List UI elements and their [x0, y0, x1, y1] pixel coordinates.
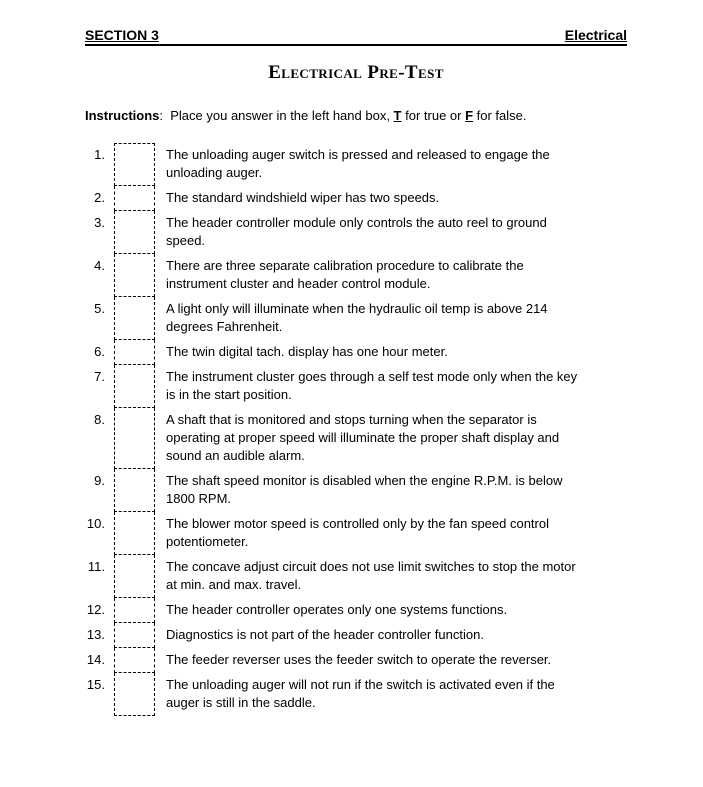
question-row	[85, 211, 627, 254]
question-row	[85, 186, 627, 211]
question-row	[85, 297, 627, 340]
question-list	[85, 143, 627, 716]
question-text-line: sound an audible alarm.	[166, 448, 305, 463]
question-text	[166, 648, 627, 673]
question-text	[166, 297, 627, 340]
question-text-line: Diagnostics is not part of the header controller function.	[166, 627, 484, 642]
question-row	[85, 408, 627, 469]
question-number: 1.	[94, 147, 105, 162]
question-number: 9.	[94, 473, 105, 488]
question-number: 11.	[87, 559, 105, 574]
question-row	[85, 623, 627, 648]
question-number: 14.	[86, 652, 105, 667]
question-text	[166, 555, 627, 598]
answer-box[interactable]	[114, 512, 155, 555]
question-text-line: The concave adjust circuit does not use limit switches to stop the motor	[166, 559, 576, 574]
question-text-line: The header controller operates only one systems functions.	[166, 602, 508, 617]
answer-box[interactable]	[114, 598, 155, 623]
question-row	[85, 648, 627, 673]
instructions-segment: : Place you answer in the left hand box,	[159, 108, 394, 123]
question-text-line: instrument cluster and header control module.	[166, 276, 431, 291]
question-text	[166, 254, 627, 297]
question-text-line: degrees Fahrenheit.	[166, 319, 283, 334]
question-number: 15.	[86, 677, 105, 692]
question-number: 5.	[94, 301, 105, 316]
question-text	[166, 408, 627, 469]
instructions-label: Instructions	[85, 108, 160, 123]
question-number: 7.	[94, 369, 105, 384]
question-row	[85, 340, 627, 365]
answer-box[interactable]	[114, 469, 155, 512]
question-row	[85, 143, 627, 186]
question-number: 12.	[86, 602, 105, 617]
answer-box[interactable]	[114, 297, 155, 340]
question-text	[166, 469, 627, 512]
document-page	[85, 27, 627, 716]
question-text-line: The twin digital tach. display has one hour meter.	[166, 344, 448, 359]
question-text-line: 1800 RPM.	[166, 491, 232, 506]
answer-box[interactable]	[114, 143, 155, 186]
answer-box[interactable]	[114, 211, 155, 254]
instructions-text	[85, 108, 627, 124]
question-text-line: The standard windshield wiper has two speeds.	[166, 190, 440, 205]
question-text-line: The blower motor speed is controlled only by the fan speed control	[166, 516, 549, 531]
answer-box[interactable]	[114, 340, 155, 365]
question-text-line: unloading auger.	[166, 165, 263, 180]
question-text-line: A shaft that is monitored and stops turning when the separator is	[166, 412, 537, 427]
true-letter: T	[393, 108, 402, 123]
answer-box[interactable]	[114, 623, 155, 648]
answer-box[interactable]	[114, 648, 155, 673]
question-text	[166, 598, 627, 623]
question-text-line: The unloading auger switch is pressed and released to engage the	[166, 147, 550, 162]
question-text-line: auger is still in the saddle.	[166, 695, 316, 710]
question-row	[85, 598, 627, 623]
question-text	[166, 211, 627, 254]
answer-box[interactable]	[114, 186, 155, 211]
question-row	[85, 365, 627, 408]
question-text-line: The header controller module only controls the auto reel to ground	[166, 215, 547, 230]
section-label: SECTION 3	[85, 27, 159, 43]
question-text-line: operating at proper speed will illuminate the proper shaft display and	[166, 430, 560, 445]
question-text-line: at min. and max. travel.	[166, 577, 302, 592]
page-header	[85, 27, 627, 46]
question-number: 2.	[94, 190, 105, 205]
answer-box[interactable]	[114, 365, 155, 408]
question-text-line: A light only will illuminate when the hydraulic oil temp is above 214	[166, 301, 548, 316]
question-row	[85, 555, 627, 598]
question-number: 10.	[86, 516, 105, 531]
question-text-line: The feeder reverser uses the feeder switch to operate the reverser.	[166, 652, 552, 667]
question-text	[166, 512, 627, 555]
instructions-segment: for false.	[473, 108, 527, 123]
question-text	[166, 186, 627, 211]
answer-box[interactable]	[114, 408, 155, 469]
question-text-line: The unloading auger will not run if the switch is activated even if the	[166, 677, 555, 692]
question-number: 13.	[86, 627, 105, 642]
answer-box[interactable]	[114, 254, 155, 297]
instructions-segment: for true or	[401, 108, 466, 123]
question-number: 6.	[94, 344, 105, 359]
question-number: 4.	[94, 258, 105, 273]
answer-box[interactable]	[114, 555, 155, 598]
question-text-line: The shaft speed monitor is disabled when the engine R.P.M. is below	[166, 473, 563, 488]
question-row	[85, 469, 627, 512]
question-text-line: There are three separate calibration procedure to calibrate the	[166, 258, 524, 273]
question-text-line: is in the start position.	[166, 387, 292, 402]
page-title: Electrical Pre-Test	[268, 62, 444, 83]
question-row	[85, 673, 627, 716]
question-text-line: speed.	[166, 233, 206, 248]
question-text-line: potentiometer.	[166, 534, 249, 549]
question-text	[166, 340, 627, 365]
question-number: 3.	[94, 215, 105, 230]
chapter-label: Electrical	[564, 27, 627, 43]
question-number: 8.	[94, 412, 105, 427]
answer-box[interactable]	[114, 673, 155, 716]
question-row	[85, 254, 627, 297]
question-text-line: The instrument cluster goes through a self test mode only when the key	[166, 369, 578, 384]
question-row	[85, 512, 627, 555]
question-text	[166, 673, 627, 716]
question-text	[166, 143, 627, 186]
false-letter: F	[465, 108, 474, 123]
question-text	[166, 623, 627, 648]
question-text	[166, 365, 627, 408]
